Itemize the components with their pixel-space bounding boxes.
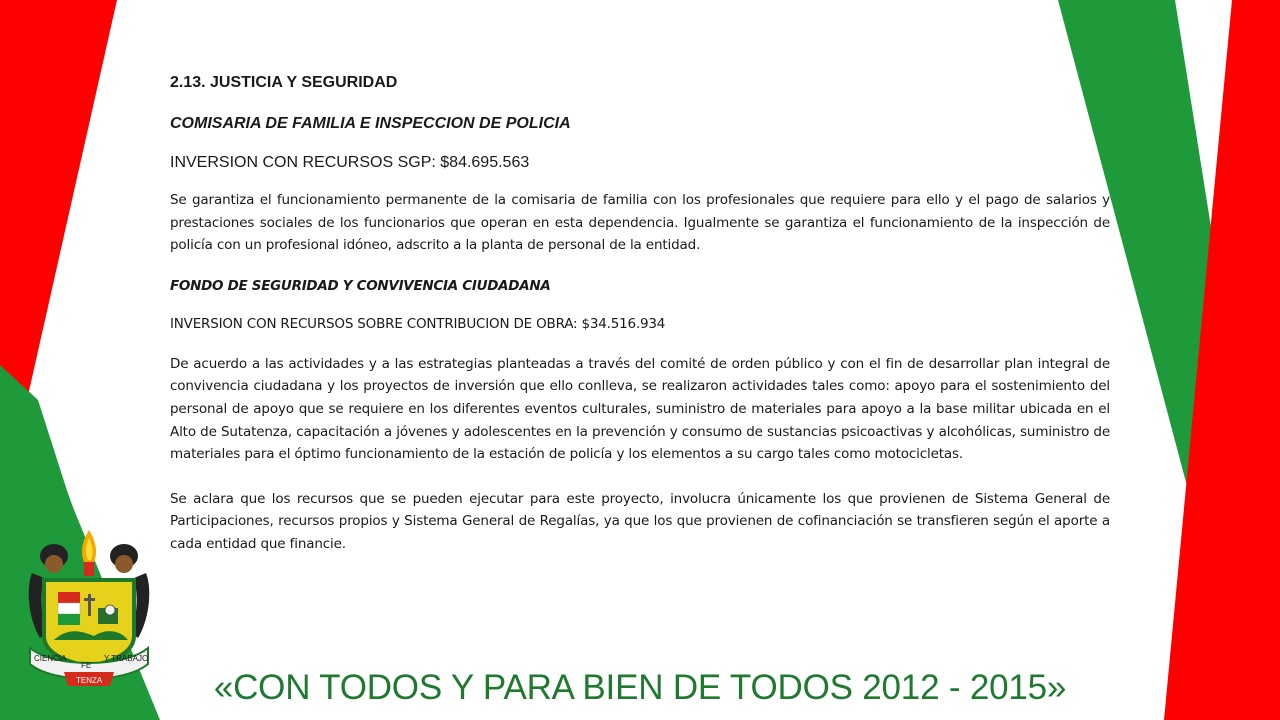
subsection-title-comisaria: COMISARIA DE FAMILIA E INSPECCION DE POLICIA (170, 115, 571, 132)
investment-contribucion: INVERSION CON RECURSOS SOBRE CONTRIBUCION DE OBRA: $34.516.934 (170, 315, 666, 332)
municipal-crest-logo (24, 528, 154, 688)
crest-banner-bottom: TENZA (76, 676, 103, 685)
paragraph-recursos: Se aclara que los recursos que se pueden ejecutar para este proyecto, involucra únicamente los que provienen de Sistema General de Participaciones, recursos propios y Sistema General de Regalías, ya que los que provienen de cofinanciación se transfieren según el aporte a cada entidad que financie. (170, 490, 1110, 552)
document-body (170, 72, 1110, 556)
paragraph-comisaria: Se garantiza el funcionamiento permanente de la comisaria de familia con los profesionales que requiere para ello y el pago de salarios y prestaciones sociales de los funcionarios que operan en esta dependencia. Igualmente se garantiza el funcionamiento de la inspección de policía con un profesional idóneo, adscrito a la planta de personal de la entidad. (170, 192, 1110, 254)
paragraph-actividades: De acuerdo a las actividades y a las estrategias planteadas a través del comité de orden público y con el fin de desarrollar plan integral de convivencia ciudadana y los proyectos de inversión que ello conlleva, se realizaron actividades tales como: apoyo para el sostenimiento del personal de apoyo que se requiere en los diferentes eventos culturales, suministro de materiales para apoyo a la base militar ubicada en el Alto de Sutatenza, capacitación a jóvenes y adolescentes en la prevención y consumo de sustancias psicoactivas y alcohólicas, suministro de materiales para el óptimo funcionamiento de la estación de policía y los elementos a su cargo tales como motocicletas. (170, 355, 1110, 463)
investment-sgp: INVERSION CON RECURSOS SGP: $84.695.563 (170, 154, 530, 171)
crest-motto-right: Y TRABAJO (104, 654, 149, 663)
section-title: 2.13. JUSTICIA Y SEGURIDAD (170, 74, 398, 91)
crest-motto-left: CIENCIA (34, 654, 67, 663)
slogan-footer: «CON TODOS Y PARA BIEN DE TODOS 2012 - 2015» (213, 668, 1067, 707)
subsection-title-fondo: FONDO DE SEGURIDAD Y CONVIVENCIA CIUDADANA (170, 277, 551, 294)
crest-motto-mid: FE (81, 661, 92, 670)
